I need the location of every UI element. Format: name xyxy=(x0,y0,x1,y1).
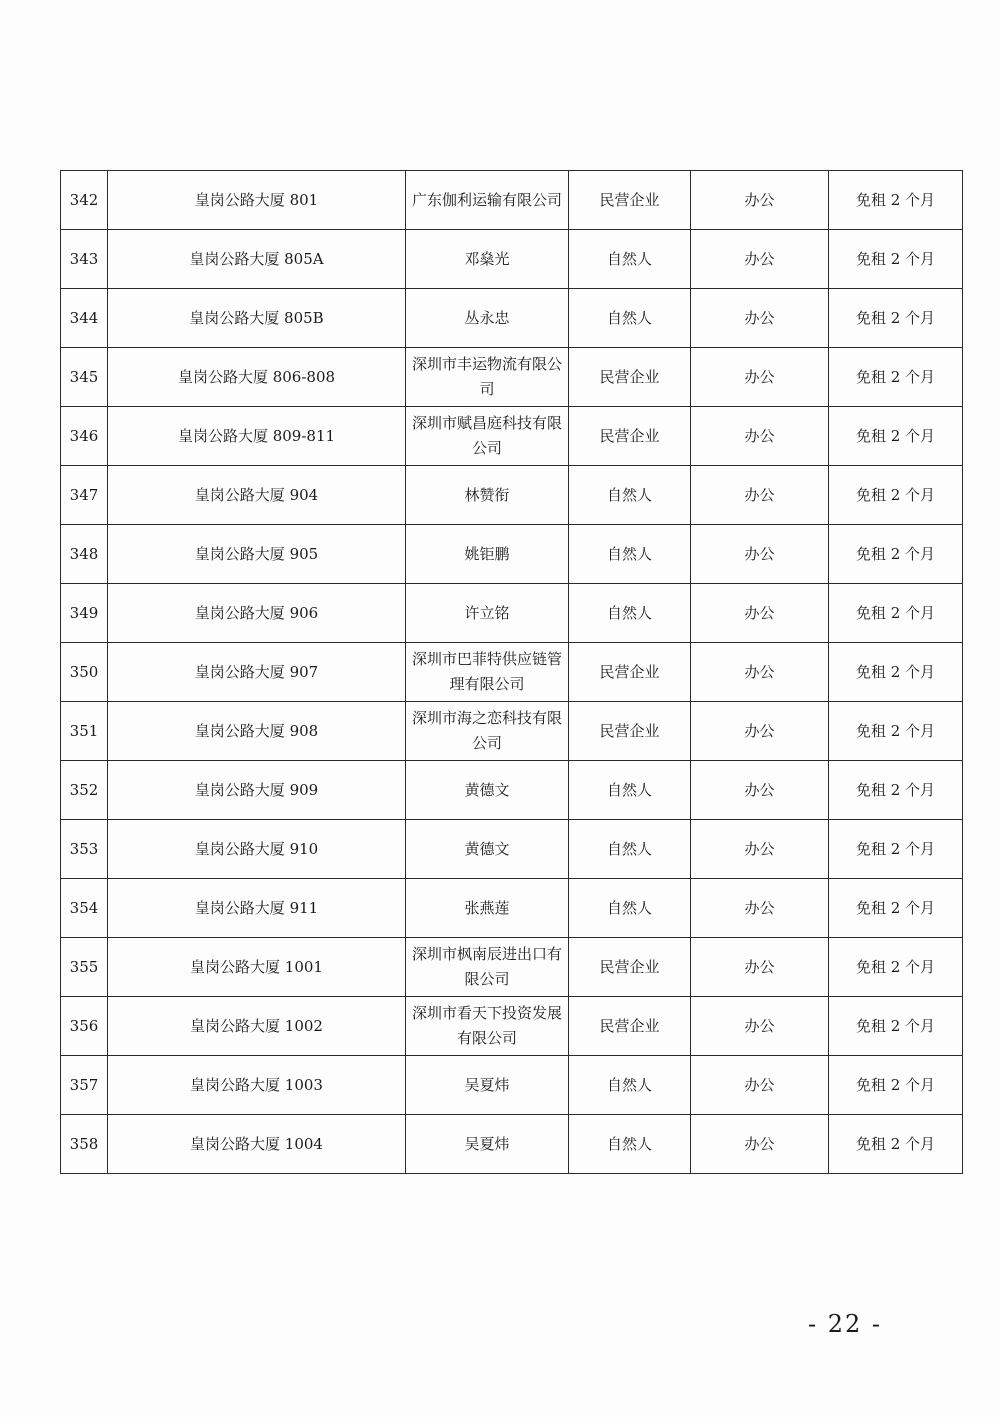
tenant-type-cell: 民营企业 xyxy=(569,348,691,407)
table-row xyxy=(61,525,963,584)
location-cell: 皇岗公路大厦 904 xyxy=(108,466,406,525)
rent-relief-cell: 免租 2 个月 xyxy=(829,1115,963,1174)
tenant-cell: 张燕莲 xyxy=(406,879,569,938)
usage-cell: 办公 xyxy=(691,643,829,702)
tenant-cell: 深圳市海之恋科技有限公司 xyxy=(406,702,569,761)
usage-cell: 办公 xyxy=(691,997,829,1056)
row-number-cell: 348 xyxy=(61,525,108,584)
table-row xyxy=(61,348,963,407)
usage-cell: 办公 xyxy=(691,289,829,348)
row-number-cell: 347 xyxy=(61,466,108,525)
location-cell: 皇岗公路大厦 909 xyxy=(108,761,406,820)
rent-relief-cell: 免租 2 个月 xyxy=(829,879,963,938)
tenant-type-cell: 自然人 xyxy=(569,761,691,820)
row-number-cell: 356 xyxy=(61,997,108,1056)
row-number-cell: 343 xyxy=(61,230,108,289)
table-row xyxy=(61,643,963,702)
location-cell: 皇岗公路大厦 806-808 xyxy=(108,348,406,407)
tenant-type-cell: 民营企业 xyxy=(569,643,691,702)
location-cell: 皇岗公路大厦 1004 xyxy=(108,1115,406,1174)
tenant-cell: 吴夏炜 xyxy=(406,1115,569,1174)
table-row xyxy=(61,1115,963,1174)
tenant-cell: 深圳市丰运物流有限公司 xyxy=(406,348,569,407)
row-number-cell: 346 xyxy=(61,407,108,466)
tenant-type-cell: 民营企业 xyxy=(569,407,691,466)
row-number-cell: 352 xyxy=(61,761,108,820)
row-number-cell: 349 xyxy=(61,584,108,643)
location-cell: 皇岗公路大厦 907 xyxy=(108,643,406,702)
table-row xyxy=(61,820,963,879)
tenant-cell: 姚钜鹏 xyxy=(406,525,569,584)
table-row xyxy=(61,230,963,289)
table-row xyxy=(61,938,963,997)
tenant-cell: 丛永忠 xyxy=(406,289,569,348)
tenant-cell: 深圳市赋昌庭科技有限公司 xyxy=(406,407,569,466)
usage-cell: 办公 xyxy=(691,525,829,584)
tenant-type-cell: 民营企业 xyxy=(569,997,691,1056)
table-body xyxy=(61,171,963,1174)
tenant-cell: 深圳市看天下投资发展有限公司 xyxy=(406,997,569,1056)
tenant-type-cell: 自然人 xyxy=(569,466,691,525)
rent-relief-cell: 免租 2 个月 xyxy=(829,820,963,879)
location-cell: 皇岗公路大厦 905 xyxy=(108,525,406,584)
location-cell: 皇岗公路大厦 906 xyxy=(108,584,406,643)
row-number-cell: 345 xyxy=(61,348,108,407)
location-cell: 皇岗公路大厦 1002 xyxy=(108,997,406,1056)
rent-relief-cell: 免租 2 个月 xyxy=(829,171,963,230)
row-number-cell: 354 xyxy=(61,879,108,938)
tenant-type-cell: 自然人 xyxy=(569,289,691,348)
usage-cell: 办公 xyxy=(691,761,829,820)
tenant-cell: 邓燊光 xyxy=(406,230,569,289)
row-number-cell: 351 xyxy=(61,702,108,761)
location-cell: 皇岗公路大厦 1003 xyxy=(108,1056,406,1115)
rent-relief-cell: 免租 2 个月 xyxy=(829,1056,963,1115)
table-row xyxy=(61,584,963,643)
location-cell: 皇岗公路大厦 910 xyxy=(108,820,406,879)
usage-cell: 办公 xyxy=(691,466,829,525)
page-number: - 22 - xyxy=(807,1310,882,1338)
tenant-type-cell: 自然人 xyxy=(569,584,691,643)
table-row xyxy=(61,289,963,348)
tenant-type-cell: 自然人 xyxy=(569,1115,691,1174)
tenant-type-cell: 自然人 xyxy=(569,230,691,289)
location-cell: 皇岗公路大厦 908 xyxy=(108,702,406,761)
tenant-type-cell: 民营企业 xyxy=(569,171,691,230)
tenant-cell: 黄德文 xyxy=(406,761,569,820)
row-number-cell: 355 xyxy=(61,938,108,997)
tenant-cell: 深圳市枫南辰进出口有限公司 xyxy=(406,938,569,997)
rent-relief-cell: 免租 2 个月 xyxy=(829,289,963,348)
location-cell: 皇岗公路大厦 1001 xyxy=(108,938,406,997)
tenant-cell: 黄德文 xyxy=(406,820,569,879)
tenant-type-cell: 自然人 xyxy=(569,879,691,938)
rent-relief-cell: 免租 2 个月 xyxy=(829,525,963,584)
usage-cell: 办公 xyxy=(691,820,829,879)
rent-relief-cell: 免租 2 个月 xyxy=(829,761,963,820)
rent-relief-cell: 免租 2 个月 xyxy=(829,938,963,997)
rent-relief-table xyxy=(60,170,963,1174)
table-row xyxy=(61,761,963,820)
location-cell: 皇岗公路大厦 805B xyxy=(108,289,406,348)
table-row xyxy=(61,702,963,761)
tenant-type-cell: 民营企业 xyxy=(569,702,691,761)
tenant-cell: 广东伽利运输有限公司 xyxy=(406,171,569,230)
usage-cell: 办公 xyxy=(691,230,829,289)
usage-cell: 办公 xyxy=(691,584,829,643)
table-row xyxy=(61,879,963,938)
usage-cell: 办公 xyxy=(691,879,829,938)
table-row xyxy=(61,171,963,230)
row-number-cell: 342 xyxy=(61,171,108,230)
usage-cell: 办公 xyxy=(691,407,829,466)
row-number-cell: 344 xyxy=(61,289,108,348)
location-cell: 皇岗公路大厦 801 xyxy=(108,171,406,230)
location-cell: 皇岗公路大厦 805A xyxy=(108,230,406,289)
table-row xyxy=(61,1056,963,1115)
location-cell: 皇岗公路大厦 809-811 xyxy=(108,407,406,466)
tenant-cell: 许立铭 xyxy=(406,584,569,643)
rent-relief-cell: 免租 2 个月 xyxy=(829,702,963,761)
usage-cell: 办公 xyxy=(691,171,829,230)
rent-relief-cell: 免租 2 个月 xyxy=(829,466,963,525)
tenant-cell: 吴夏炜 xyxy=(406,1056,569,1115)
tenant-type-cell: 自然人 xyxy=(569,525,691,584)
tenant-cell: 林赞衔 xyxy=(406,466,569,525)
table-row xyxy=(61,407,963,466)
tenant-type-cell: 自然人 xyxy=(569,1056,691,1115)
usage-cell: 办公 xyxy=(691,938,829,997)
usage-cell: 办公 xyxy=(691,702,829,761)
usage-cell: 办公 xyxy=(691,1115,829,1174)
rent-relief-cell: 免租 2 个月 xyxy=(829,407,963,466)
rent-relief-cell: 免租 2 个月 xyxy=(829,348,963,407)
row-number-cell: 350 xyxy=(61,643,108,702)
usage-cell: 办公 xyxy=(691,1056,829,1115)
table-row xyxy=(61,997,963,1056)
rent-relief-cell: 免租 2 个月 xyxy=(829,230,963,289)
location-cell: 皇岗公路大厦 911 xyxy=(108,879,406,938)
tenant-type-cell: 自然人 xyxy=(569,820,691,879)
rent-relief-cell: 免租 2 个月 xyxy=(829,643,963,702)
row-number-cell: 357 xyxy=(61,1056,108,1115)
rent-relief-cell: 免租 2 个月 xyxy=(829,584,963,643)
usage-cell: 办公 xyxy=(691,348,829,407)
rent-relief-cell: 免租 2 个月 xyxy=(829,997,963,1056)
tenant-type-cell: 民营企业 xyxy=(569,938,691,997)
table-row xyxy=(61,466,963,525)
tenant-cell: 深圳市巴菲特供应链管理有限公司 xyxy=(406,643,569,702)
row-number-cell: 353 xyxy=(61,820,108,879)
row-number-cell: 358 xyxy=(61,1115,108,1174)
